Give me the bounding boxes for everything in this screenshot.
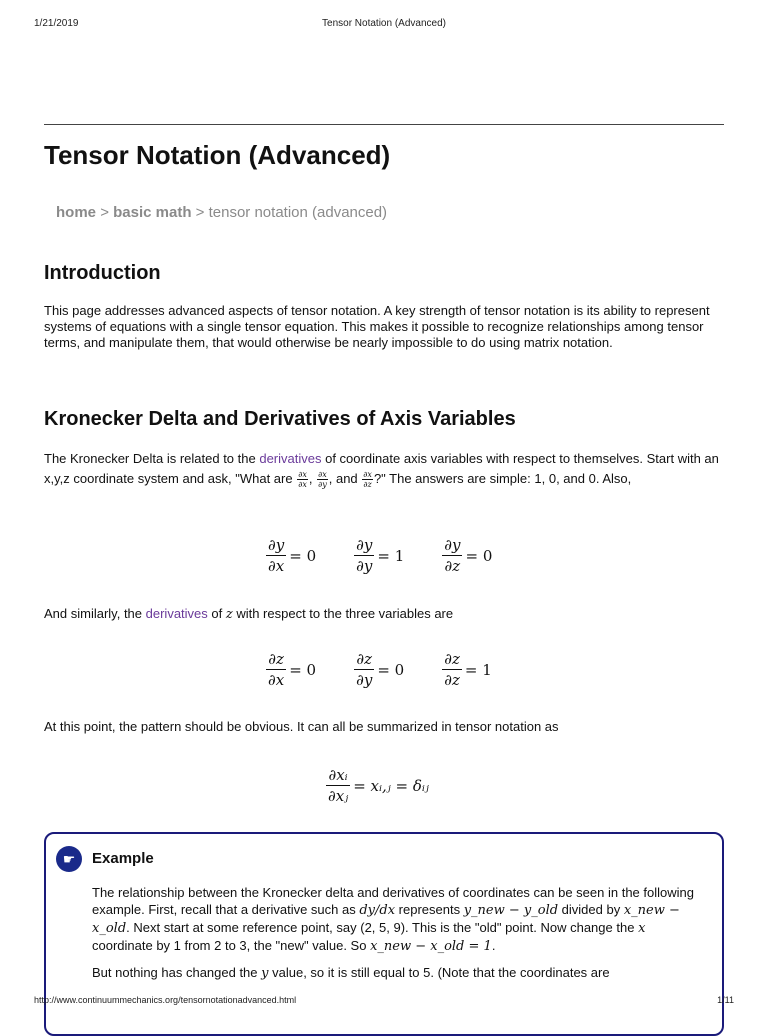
kronecker-paragraph-3: At this point, the pattern should be obvious. It can all be summarized in tensor notation as	[44, 719, 559, 734]
math-expr: dy/dx	[359, 903, 396, 918]
print-date: 1/21/2019	[34, 18, 79, 29]
derivatives-link[interactable]: derivatives	[259, 451, 322, 466]
equation-row-y	[266, 536, 530, 575]
breadcrumb-current: tensor notation (advanced)	[208, 204, 388, 221]
example-paragraph-2	[92, 964, 702, 982]
equation-row-z	[266, 650, 530, 689]
math-var: x	[638, 921, 646, 936]
intro-paragraph: This page addresses advanced aspects of tensor notation. A key strength of tensor notation is its ability to represent systems of equations with a single tensor equation. This makes it possible to recognize relationships among tensor terms, and manipulate them, that would otherwise be nearly impossible to do using matrix notation.	[44, 303, 710, 350]
text-run: value, so it is still equal to 5. (Note that the coordinates are	[268, 965, 610, 980]
text-run: And similarly, the	[44, 606, 146, 621]
text-run: divided by	[558, 902, 624, 917]
example-title: Example	[92, 850, 154, 867]
text-run: , and	[328, 471, 362, 486]
example-paragraph-1	[92, 884, 702, 955]
breadcrumb-basic-math-link[interactable]: basic math	[113, 204, 192, 221]
math-var: z	[225, 607, 233, 622]
page-title: Tensor Notation (Advanced)	[44, 140, 391, 170]
math-var: y	[261, 966, 269, 981]
breadcrumb-separator: >	[195, 204, 205, 221]
summary-equation: $\frac{\text{∂xᵢ}}{\text{∂xⱼ}}$ = xᵢ,ⱼ = δᵢⱼ	[328, 766, 429, 805]
breadcrumb	[56, 204, 387, 221]
text-run: of coordinate axis variables with respect to themselves. Start with an x,y,z coordinate system and ask, "What are	[44, 451, 719, 486]
text-run: . Next start at some reference point, say (2, 5, 9). This is the "old" point. Now change the	[126, 920, 639, 935]
kronecker-heading: Kronecker Delta and Derivatives of Axis Variables	[44, 408, 516, 430]
equation: $\frac{\partial z}{\partial x}$ = 0	[268, 650, 317, 689]
intro-heading: Introduction	[44, 262, 161, 284]
inline-fraction: $\frac{\partial x}{\partial y}$	[318, 470, 327, 490]
breadcrumb-home-link[interactable]: home	[56, 204, 97, 221]
print-title: Tensor Notation (Advanced)	[322, 18, 446, 29]
inline-fraction: $\frac{\partial x}{\partial x}$	[298, 470, 307, 490]
equation: $\frac{\partial z}{\partial z}$ = 1	[444, 650, 492, 689]
derivatives-link[interactable]: derivatives	[145, 606, 208, 621]
text-run: coordinate by 1 from 2 to 3, the "new" value. So	[92, 938, 371, 953]
title-divider	[44, 124, 724, 125]
text-run: ,	[308, 471, 317, 486]
text-run: But nothing has changed the	[92, 965, 262, 980]
text-run: of	[207, 606, 226, 621]
equation: $\frac{\partial z}{\partial y}$ = 0	[356, 650, 405, 689]
text-run: .	[491, 938, 496, 953]
text-run: represents	[395, 902, 464, 917]
print-url: http://www.continuummechanics.org/tensornotationadvanced.html	[34, 995, 297, 1005]
equation: $\frac{\partial y}{\partial x}$ = 0	[268, 536, 317, 575]
pointing-hand-icon: ☛	[56, 846, 82, 872]
print-page-number: 1/11	[717, 995, 734, 1005]
text-run: The Kronecker Delta is related to the	[44, 451, 260, 466]
breadcrumb-separator: >	[100, 204, 109, 221]
equation: $\frac{\partial y}{\partial z}$ = 0	[444, 536, 493, 575]
equation: $\frac{\partial y}{\partial y}$ = 1	[356, 536, 405, 575]
inline-fraction: $\frac{\partial x}{\partial z}$	[363, 470, 372, 490]
math-expr: x_new − x_old	[92, 903, 680, 936]
text-run: with respect to the three variables are	[232, 606, 454, 621]
kronecker-paragraph-2	[44, 606, 724, 623]
math-expr: y_new − y_old	[463, 903, 559, 918]
kronecker-paragraph-1	[44, 449, 724, 489]
text-run: The relationship between the Kronecker delta and derivatives of coordinates can be seen in the following example. First, recall that a derivative such as	[92, 885, 694, 917]
math-expr: x_new − x_old = 1	[370, 939, 492, 954]
text-run: ?" The answers are simple: 1, 0, and 0. Also,	[373, 471, 632, 486]
